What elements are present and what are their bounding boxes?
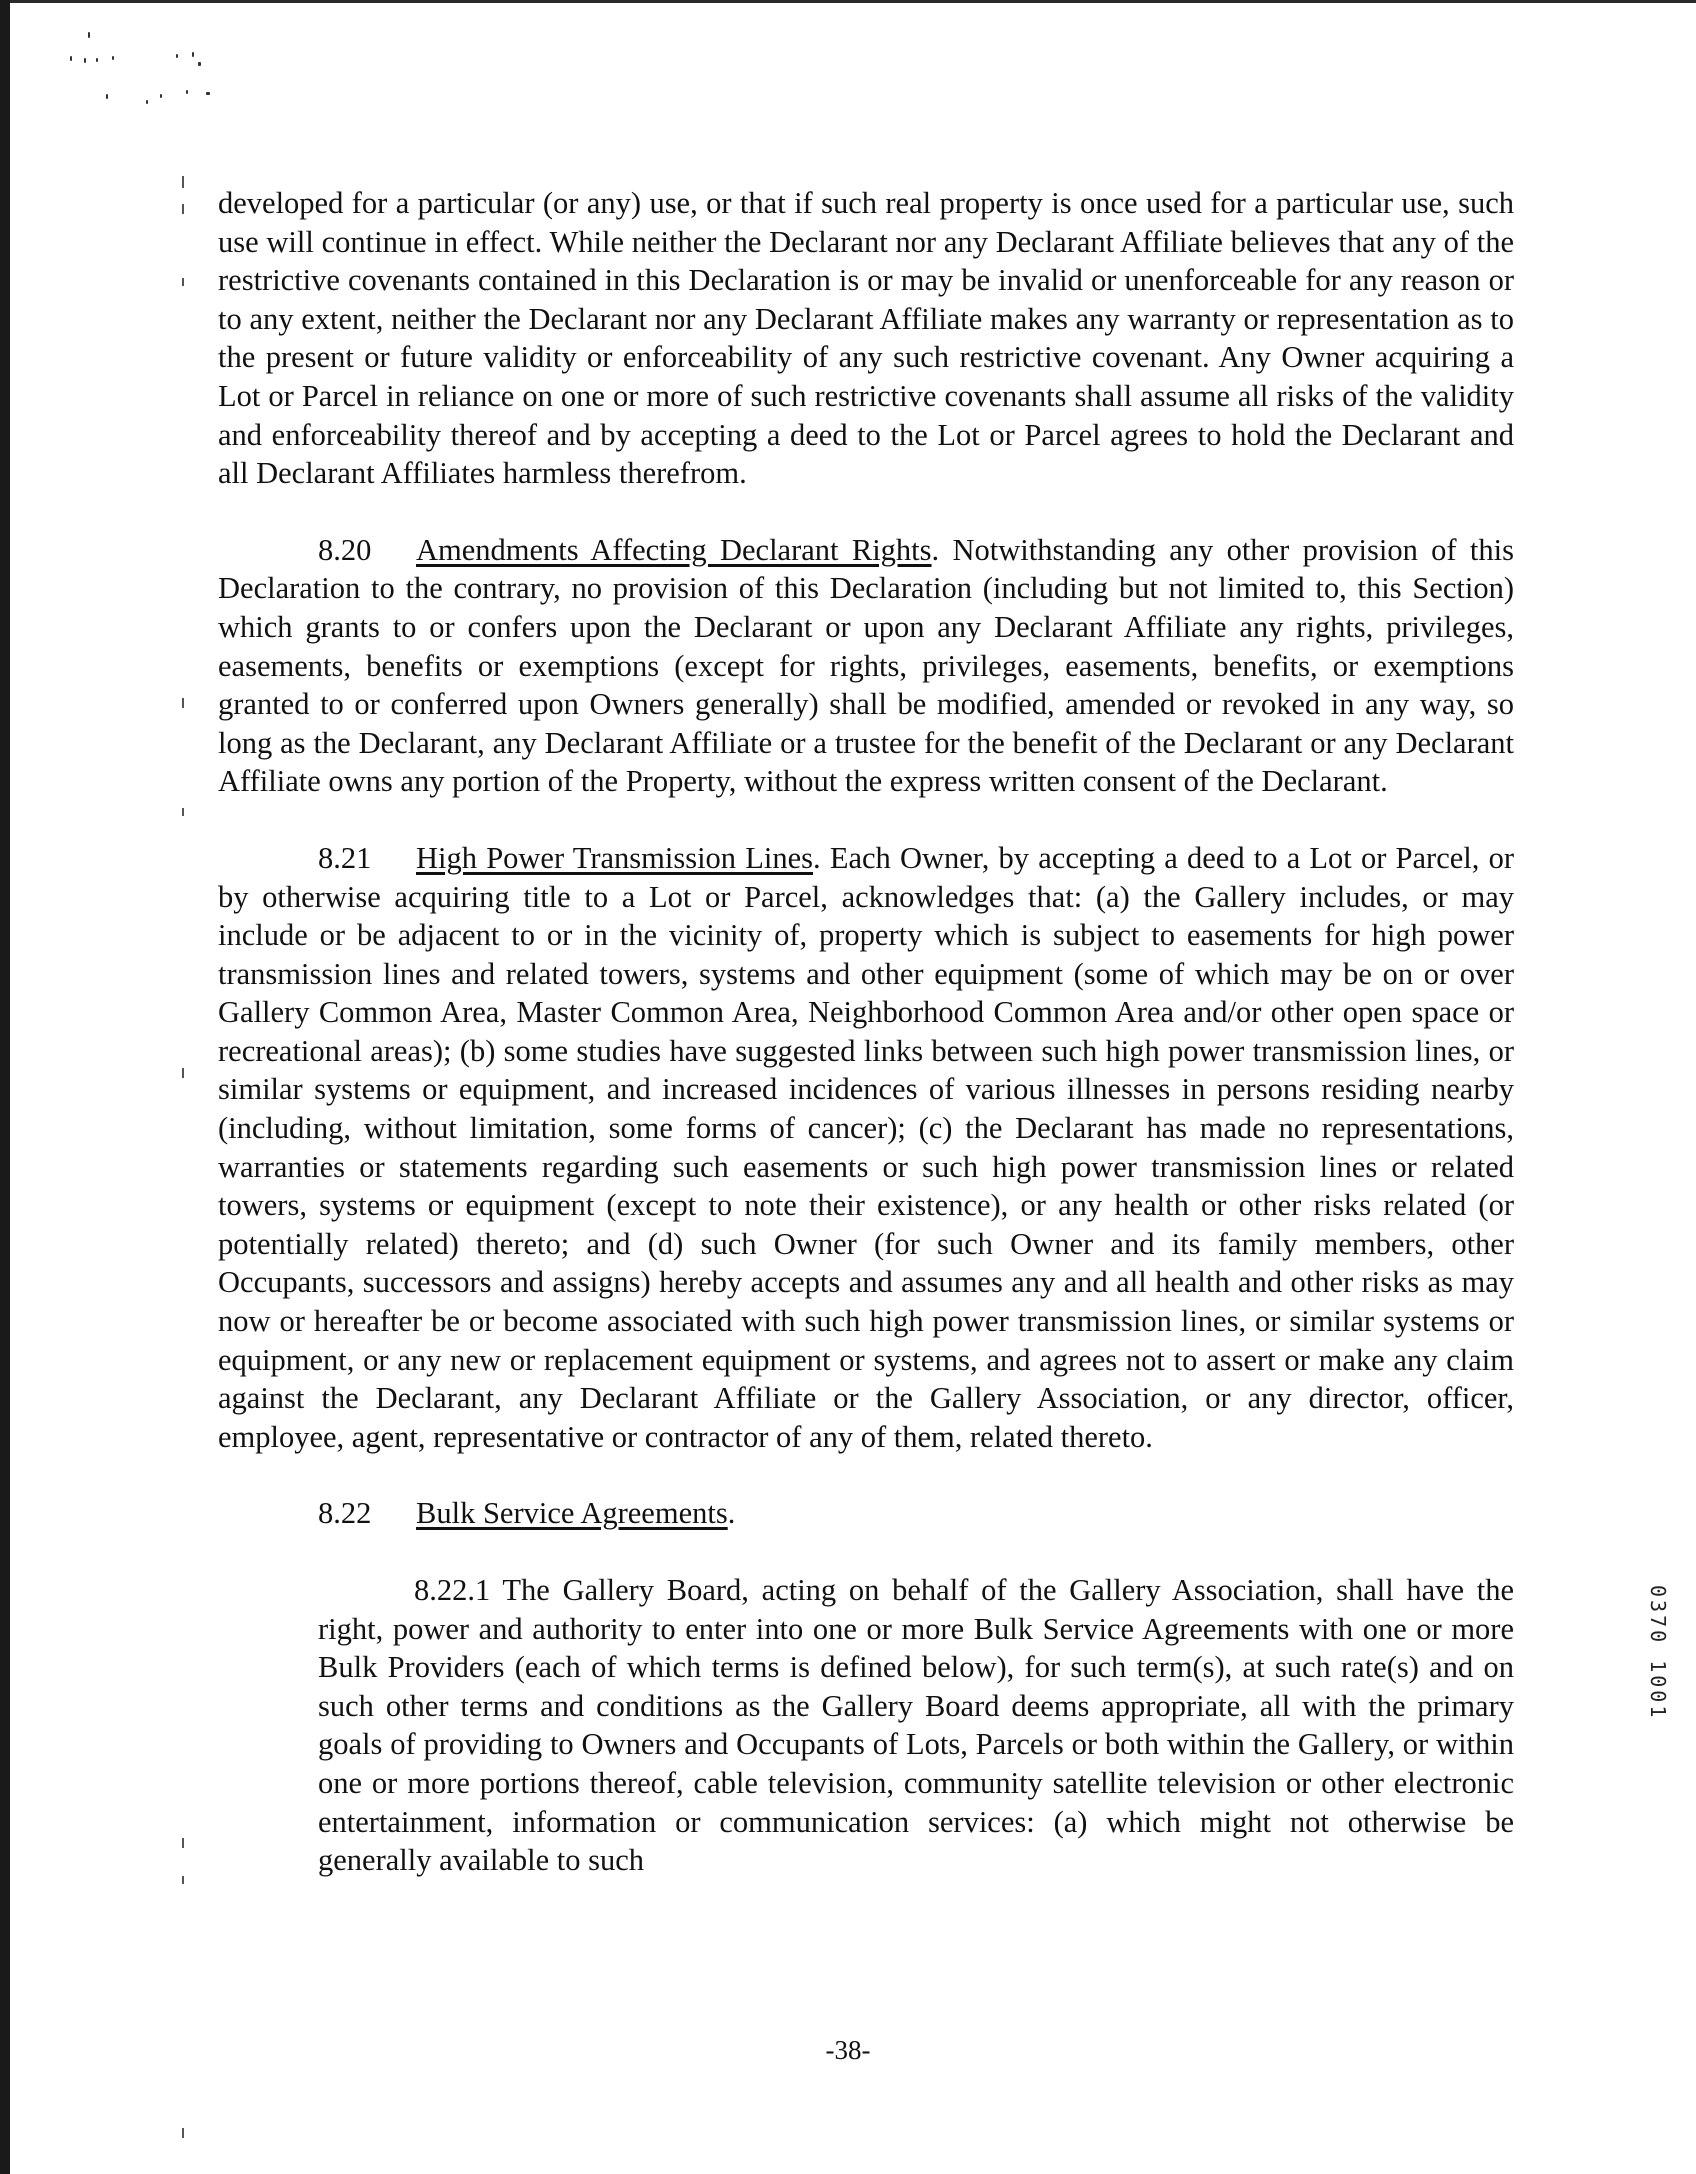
section-heading: Bulk Service Agreements — [416, 1496, 728, 1531]
section-heading: Amendments Affecting Declarant Rights — [416, 532, 932, 567]
section-8-22 — [218, 1494, 1514, 1533]
paragraph-continued: developed for a particular (or any) use, or that if such real property is once used for a particular use, such use will continue in effect. While neither the Declarant nor any Declarant Affiliate believes that any of the restrictive covenants contained in this Declaration is or may be invalid or unenforceable for any reason or to any extent, neither the Declarant nor any Declarant Affiliate makes any warranty or representation as to the present or future validity or enforceability of any such restrictive covenant. Any Owner acquiring a Lot or Parcel in reliance on one or more of such restrictive covenants shall assume all risks of the validity and enforceability thereof and by accepting a deed to the Lot or Parcel agrees to hold the Declarant and all Declarant Affiliates harmless therefrom. — [218, 186, 1514, 491]
section-8-20 — [218, 531, 1514, 801]
page-number: -38- — [825, 2035, 871, 2065]
section-body: . Notwithstanding any other provision of this Declaration to the contrary, no provision of this Declaration (including but not limited to, this Section) which grants to or confers upon the Declarant or upon any Declarant Affiliate any rights, privileges, easements, benefits or exemptions (except for rights, privileges, easements, benefits, or exemptions granted to or conferred upon Owners generally) shall be modified, amended or revoked in any way, so long as the Declarant, any Declarant Affiliate or a trustee for the benefit of the Declarant or any Declarant Affiliate owns any portion of the Property, without the express written consent of the Declarant. — [218, 532, 1515, 799]
scan-border-top — [10, 0, 1696, 3]
document-body — [218, 184, 1514, 1880]
section-8-21 — [218, 839, 1514, 1457]
section-body: . Each Owner, by accepting a deed to a Lot or Parcel, or by otherwise acquiring title to a Lot or Parcel, acknowledges that: (a) the Gallery includes, or may include or be adjacent to or in the vicinity of, property which is subject to easements for high power transmission lines and related towers, systems and other equipment (some of which may be on or over Gallery Common Area, Master Common Area, Neighborhood Common Area and/or other open space or recreational areas); (b) some studies have suggested links between such high power transmission lines, or similar systems or equipment, and increased incidences of various illnesses in persons residing nearby (including, without limitation, some forms of cancer); (c) the Declarant has made no representations, warranties or statements regarding such easements or such high power transmission lines or related towers, systems or equipment (except to note their existence), or any health or other risks related (or potentially related) thereto; and (d) such Owner (for such Owner and its family members, other Occupants, successors and assigns) hereby accepts and assumes any and all health and other risks as may now or hereafter be or become associated with such high power transmission lines, or similar systems or equipment, or any new or replacement equipment or systems, and agrees not to assert or make any claim against the Declarant, any Declarant Affiliate or the Gallery Association, or any director, officer, employee, agent, representative or contractor of any of them, related thereto. — [218, 840, 1514, 1454]
section-number: 8.21 — [318, 840, 372, 875]
section-8-22-1 — [318, 1571, 1514, 1880]
bates-stamp — [1648, 1585, 1678, 1985]
scan-specks — [50, 28, 250, 118]
bates-stamp-text: 0370 1001 — [1646, 1585, 1670, 1721]
scan-border-left — [0, 0, 10, 2174]
section-heading-period: . — [727, 1496, 736, 1531]
section-number: 8.20 — [318, 532, 372, 567]
subsection-number: 8.22.1 — [414, 1573, 491, 1607]
subsection-body: The Gallery Board, acting on behalf of the Gallery Association, shall have the right, power and authority to enter into one or more Bulk Service Agreements with one or more Bulk Providers (each of which terms is defined below), for such term(s), at such rate(s) and on such other terms and conditions as the Gallery Board deems appropriate, all with the primary goals of providing to Owners and Occupants of Lots, Parcels or both within the Gallery, or within one or more portions thereof, cable television, community satellite television or other electronic entertainment, information or communication services: (a) which might not otherwise be generally available to such — [318, 1573, 1514, 1878]
section-number: 8.22 — [318, 1496, 372, 1531]
section-heading: High Power Transmission Lines — [416, 840, 813, 875]
